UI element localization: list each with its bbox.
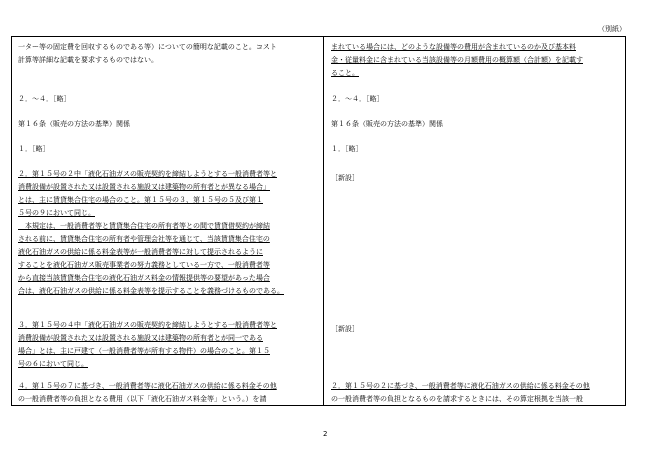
left-line: 号の６において同じ。 bbox=[18, 360, 88, 368]
right-line: ［新設］ bbox=[331, 325, 359, 333]
left-line: の一般消費者等の負担となる費用（以下「液化石油ガス料金等」という。）を請 bbox=[18, 395, 267, 403]
left-line: ５号の９において同じ。 bbox=[18, 209, 95, 217]
right-line: ること。 bbox=[331, 69, 359, 77]
right-line: ［新設］ bbox=[331, 174, 359, 182]
left-line: とは、主に賃貸集合住宅の場合のこと。第１５号の３、第１５号の５及び第１ bbox=[18, 196, 263, 204]
page-number: 2 bbox=[323, 430, 328, 438]
left-line: 計算等詳細な記載を要求するものではない。 bbox=[18, 56, 158, 64]
left-line: 本規定は、一般消費者等と賃貸集合住宅の所有者等との間で賃貸借契約が締結 bbox=[18, 222, 270, 230]
right-line: ２．～４．［略］ bbox=[331, 95, 384, 103]
left-line: 液化石油ガスの供給に係る料金表等が一般消費者等に対して提示されるように bbox=[18, 248, 263, 256]
left-line: 合は、液化石油ガスの供給に係る料金表等を提示することを義務づけるものである。 bbox=[18, 287, 284, 295]
left-line: 第１６条（販売の方法の基準）関係 bbox=[18, 120, 130, 128]
left-line: １．［略］ bbox=[18, 145, 50, 153]
right-line: 第１６条（販売の方法の基準）関係 bbox=[331, 120, 443, 128]
right-line: の一般消費者等の負担となるものを請求するときには、その算定根拠を当該一般 bbox=[331, 395, 583, 403]
left-line: 消費設備が設置された又は設置される施設又は建築物の所有者とが同一である bbox=[18, 334, 263, 342]
right-line: まれている場合には、どのような設備等の費用が含まれているのか及び基本料 bbox=[331, 43, 576, 51]
annex-label: （別紙） bbox=[598, 25, 626, 33]
column-divider bbox=[323, 36, 324, 406]
left-line: ２．～４．［略］ bbox=[18, 95, 71, 103]
left-line: ３．第１５号の４中「液化石油ガスの販売契約を締結しようとする一般消費者等と bbox=[18, 321, 277, 329]
left-line: 消費設備が設置された又は設置される施設又は建築物の所有者とが異なる場合」 bbox=[18, 183, 270, 191]
right-line: ２．第１５号の２に基づき、一般消費者等に液化石油ガスの供給に係る料金その他 bbox=[331, 382, 590, 390]
left-line: ２．第１５号の２中「液化石油ガスの販売契約を締結しようとする一般消費者等と bbox=[18, 170, 277, 178]
left-line: することを液化石油ガス販売事業者の努力義務としている一方で、一般消費者等 bbox=[18, 261, 270, 269]
right-line: １．［略］ bbox=[331, 145, 363, 153]
left-line: ４．第１５号の７に基づき、一般消費者等に液化石油ガスの供給に係る料金その他 bbox=[18, 382, 277, 390]
left-line: される前に、賃貸集合住宅の所有者や管理会社等を通じて、当該賃貸集合住宅の bbox=[18, 235, 270, 243]
right-line: 金・従量料金に含まれている当該設備等の月額費用の概算額（合計額）を記載す bbox=[331, 56, 583, 64]
left-line: から直接当該賃貸集合住宅の液化石油ガス料金の情報提供等の要望があった場合 bbox=[18, 274, 270, 282]
left-line: 場合」とは、主に戸建て（一般消費者等が所有する物件）の場合のこと。第１５ bbox=[18, 347, 270, 355]
left-line: 一ター等の固定費を回収するものである等）についての簡明な記載のこと。コスト bbox=[18, 43, 277, 51]
